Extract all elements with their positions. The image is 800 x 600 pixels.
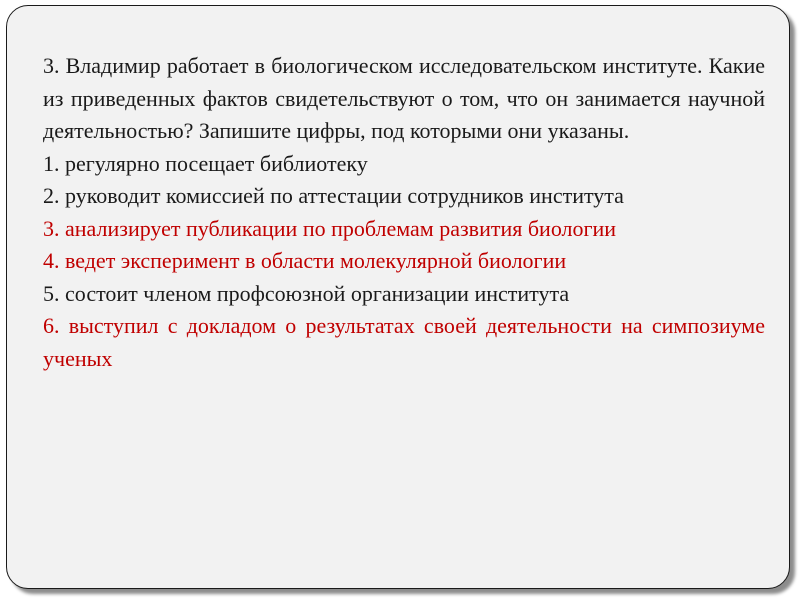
answer-option-3: 3. анализирует публикации по проблемам развития биологии [43, 215, 617, 241]
question-text: 3. Владимир работает в биологическом исследовательском институте. Какие из приведенных фактов свидетельствуют о том, что он занимается научной деятельностью? Запишите цифры, под которыми они указаны. [43, 53, 765, 143]
answer-option-6: 6. выступил с докладом о результатах своей деятельности на симпозиуме ученых [43, 313, 765, 371]
answer-option-2: 2. руководит комиссией по аттестации сотрудников института [43, 183, 624, 208]
answer-option-1: 1. регулярно посещает библиотеку [43, 150, 368, 176]
answer-options-list [43, 148, 765, 376]
answer-option-4: 4. ведет эксперимент в области молекулярной биологии [43, 248, 567, 273]
answer-option-5: 5. состоит членом профсоюзной организации института [43, 280, 570, 306]
slide-content [43, 50, 765, 375]
